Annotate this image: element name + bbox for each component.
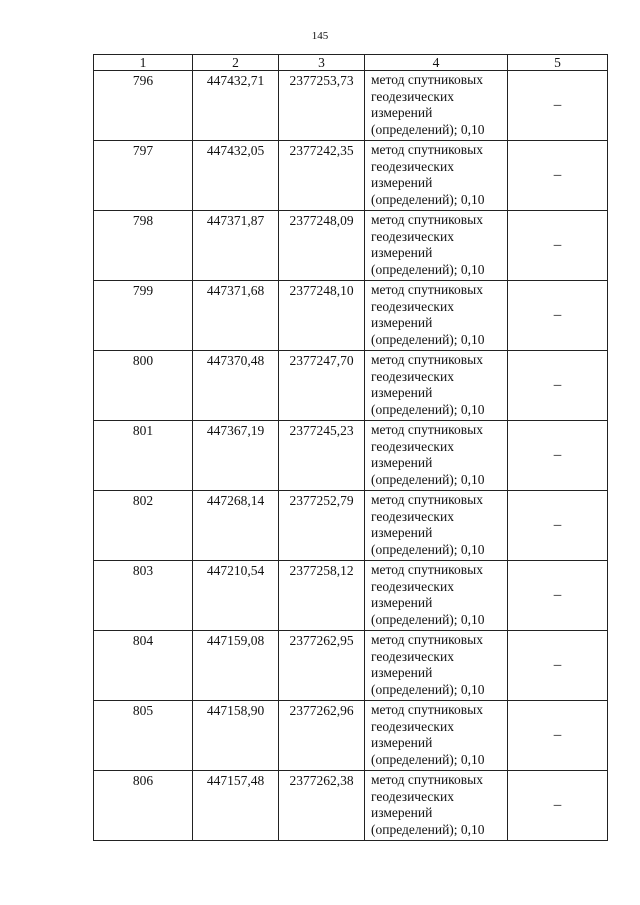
point-number-cell: 804 [94,631,193,701]
x-coordinate-cell: 447268,14 [193,491,279,561]
y-coordinate-cell: 2377262,95 [279,631,365,701]
method-cell: метод спутниковых геодезических измерений (определений); 0,10 [365,71,508,141]
column-header-2: 2 [193,55,279,71]
table-row [94,281,608,351]
table-header-row [94,55,608,71]
coordinates-table [93,54,608,841]
x-coordinate-cell: 447371,87 [193,211,279,281]
note-cell: – [508,281,608,351]
note-cell: – [508,211,608,281]
point-number-cell: 800 [94,351,193,421]
y-coordinate-cell: 2377245,23 [279,421,365,491]
x-coordinate-cell: 447367,19 [193,421,279,491]
y-coordinate-cell: 2377247,70 [279,351,365,421]
x-coordinate-cell: 447157,48 [193,771,279,841]
column-header-1: 1 [94,55,193,71]
note-cell: – [508,491,608,561]
x-coordinate-cell: 447158,90 [193,701,279,771]
table-row [94,71,608,141]
note-cell: – [508,631,608,701]
table-row [94,351,608,421]
method-cell: метод спутниковых геодезических измерений (определений); 0,10 [365,561,508,631]
x-coordinate-cell: 447371,68 [193,281,279,351]
method-cell: метод спутниковых геодезических измерений (определений); 0,10 [365,491,508,561]
y-coordinate-cell: 2377248,10 [279,281,365,351]
point-number-cell: 802 [94,491,193,561]
y-coordinate-cell: 2377258,12 [279,561,365,631]
table-body [94,71,608,841]
x-coordinate-cell: 447432,05 [193,141,279,211]
y-coordinate-cell: 2377253,73 [279,71,365,141]
point-number-cell: 797 [94,141,193,211]
note-cell: – [508,71,608,141]
point-number-cell: 799 [94,281,193,351]
x-coordinate-cell: 447370,48 [193,351,279,421]
note-cell: – [508,771,608,841]
method-cell: метод спутниковых геодезических измерений (определений); 0,10 [365,421,508,491]
column-header-3: 3 [279,55,365,71]
point-number-cell: 805 [94,701,193,771]
note-cell: – [508,701,608,771]
point-number-cell: 803 [94,561,193,631]
table-row [94,561,608,631]
table-row [94,491,608,561]
x-coordinate-cell: 447159,08 [193,631,279,701]
table-row [94,141,608,211]
note-cell: – [508,351,608,421]
method-cell: метод спутниковых геодезических измерений (определений); 0,10 [365,281,508,351]
method-cell: метод спутниковых геодезических измерений (определений); 0,10 [365,211,508,281]
y-coordinate-cell: 2377248,09 [279,211,365,281]
point-number-cell: 806 [94,771,193,841]
y-coordinate-cell: 2377252,79 [279,491,365,561]
table-row [94,631,608,701]
column-header-4: 4 [365,55,508,71]
point-number-cell: 801 [94,421,193,491]
method-cell: метод спутниковых геодезических измерений (определений); 0,10 [365,701,508,771]
table-row [94,211,608,281]
note-cell: – [508,561,608,631]
method-cell: метод спутниковых геодезических измерений (определений); 0,10 [365,351,508,421]
y-coordinate-cell: 2377242,35 [279,141,365,211]
point-number-cell: 798 [94,211,193,281]
point-number-cell: 796 [94,71,193,141]
y-coordinate-cell: 2377262,38 [279,771,365,841]
page-number: 145 [311,30,329,42]
note-cell: – [508,141,608,211]
note-cell: – [508,421,608,491]
x-coordinate-cell: 447432,71 [193,71,279,141]
x-coordinate-cell: 447210,54 [193,561,279,631]
method-cell: метод спутниковых геодезических измерений (определений); 0,10 [365,631,508,701]
table-row [94,421,608,491]
method-cell: метод спутниковых геодезических измерений (определений); 0,10 [365,771,508,841]
table-row [94,771,608,841]
table-row [94,701,608,771]
method-cell: метод спутниковых геодезических измерений (определений); 0,10 [365,141,508,211]
column-header-5: 5 [508,55,608,71]
y-coordinate-cell: 2377262,96 [279,701,365,771]
